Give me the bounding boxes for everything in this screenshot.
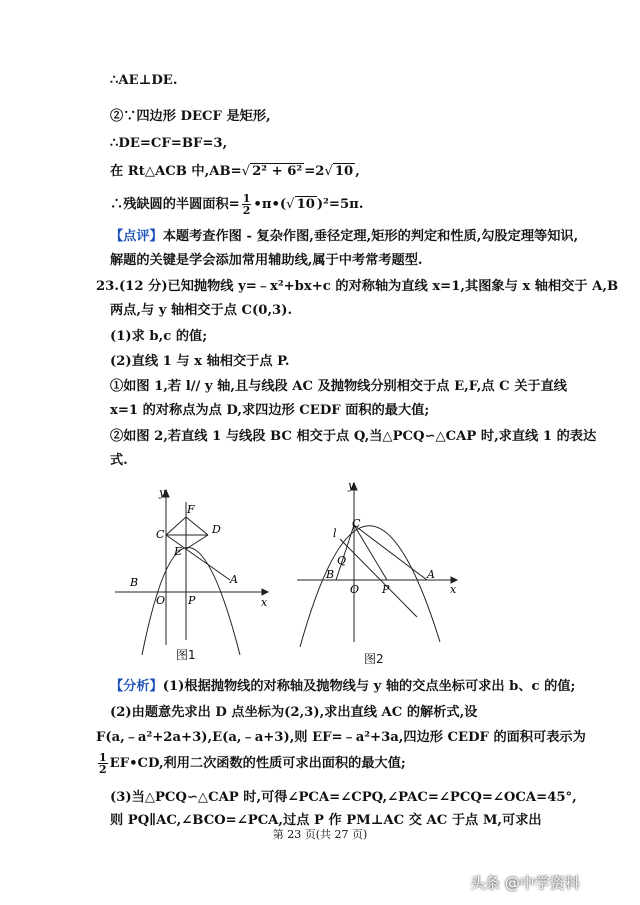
text-line: (1)求 b,c 的值; [110, 329, 208, 344]
text-line: ∴残缺圆的半圆面积= $\frac{1}{2}$ •π•(√ 10 )²=5π. [110, 192, 364, 217]
text-seg: (1)根据抛物线的对称轴及抛物线与 y 轴的交点坐标可求出 b、c 的值; [162, 679, 576, 694]
text-seg: , [355, 164, 360, 179]
text-line [110, 228, 578, 246]
segment-cp [354, 525, 387, 580]
label-A: A [230, 573, 238, 586]
label-y: y [348, 479, 355, 492]
parabola [300, 526, 440, 647]
line-l [340, 539, 417, 617]
fraction-den: 2 [242, 204, 251, 217]
fraction [98, 752, 108, 775]
text-line: 两点,与 y 轴相交于点 C(0,3). [110, 303, 293, 318]
text-line: F(a,﹣a²+2a+3),E(a,﹣a+3),则 EF=﹣a²+3a,四边形 CEDF 的面积可表示为 [96, 730, 586, 745]
text-line: ②∵四边形 DECF 是矩形, [110, 109, 271, 124]
review-tag: 【点评】 [110, 229, 163, 244]
fraction-num: 1 [99, 751, 107, 764]
label-l: l [333, 527, 337, 540]
text-line: (3)当△PCQ∽△CAP 时,可得∠PCA=∠CPQ,∠PAC=∠PCQ=∠OCA=45°, [110, 790, 577, 805]
segment-bc [336, 525, 354, 580]
text-line [96, 752, 406, 775]
label-C: C [156, 528, 165, 541]
label-P: P [382, 583, 390, 596]
segment-ca [354, 525, 427, 580]
segment-ed [186, 535, 208, 549]
label-x: x [261, 596, 268, 609]
segment-cf [166, 517, 186, 535]
sqrt-expr: 10 [296, 197, 315, 212]
text-seg: EF•CD,利用二次函数的性质可求出面积的最大值; [109, 756, 406, 771]
label-D: D [212, 523, 221, 536]
figure-1-caption: 图1 [176, 648, 196, 662]
figure-2 [292, 477, 467, 667]
label-Q: Q [337, 554, 347, 567]
text-line: 式. [110, 453, 128, 468]
fraction [242, 193, 252, 216]
label-E: E [174, 545, 183, 558]
text-line: ∴DE=CF=BF=3, [110, 136, 228, 151]
text-line: (2)由题意先求出 D 点坐标为(2,3),求出直线 AC 的解析式,设 [110, 705, 478, 720]
sqrt-expr: 10 [334, 164, 354, 179]
text-seg: ∴残缺圆的半圆面积= [110, 197, 240, 212]
text-line: ②如图 2,若直线 1 与线段 BC 相交于点 Q,当△PCQ∽△CAP 时,求直线 1 的表达 [110, 429, 597, 444]
analysis-tag: 【分析】 [110, 679, 163, 694]
text-line: 则 PQ∥AC,∠BCO=∠PCA,过点 P 作 PM⊥AC 交 AC 于点 M,可求出 [110, 813, 542, 828]
x-axis-arrow [262, 589, 268, 595]
text-line: x=1 的对称点为点 D,求四边形 CEDF 面积的最大值; [110, 403, 430, 418]
sqrt-expr: 2² + 6² [252, 164, 303, 179]
text-line: 解题的关键是学会添加常用辅助线,属于中考常考题型. [110, 253, 423, 268]
label-O: O [156, 594, 166, 607]
text-seg: 本题考查作图 - 复杂作图,垂径定理,矩形的判定和性质,勾股定理等知识, [162, 229, 579, 244]
text-seg: )²=5π. [316, 197, 364, 212]
label-O: O [350, 583, 360, 596]
text-line [110, 678, 575, 696]
label-y: y [159, 486, 166, 499]
fraction-den: 2 [99, 763, 107, 776]
fraction-num: 1 [242, 192, 251, 205]
figure-2-caption: 图2 [364, 652, 384, 666]
text-seg: =2 [304, 164, 325, 179]
label-x: x [450, 583, 457, 596]
label-B: B [130, 576, 139, 589]
label-B: B [326, 568, 335, 581]
question-stem: 23.(12 分)已知抛物线 y=﹣x²+bx+c 的对称轴为直线 x=1,其图象与 x 轴相交于 A,B [96, 279, 619, 294]
text-line: (2)直线 1 与 x 轴相交于点 P. [110, 354, 290, 369]
text-seg: 在 Rt△ACB 中,AB= [110, 164, 242, 179]
segment-fd [186, 517, 208, 535]
text-line: 在 Rt△ACB 中,AB=√ 2² + 6² =2√ 10 , [110, 164, 360, 179]
text-seg: •π•( [253, 197, 287, 212]
text-line: ①如图 1,若 l// y 轴,且与线段 AC 及抛物线分别相交于点 E,F,点 C 关于直线 [110, 379, 567, 394]
label-A: A [427, 568, 435, 581]
label-C: C [352, 517, 361, 530]
label-F: F [187, 503, 195, 516]
watermark: 头条 @中学资料 [470, 874, 580, 892]
page-footer: 第 23 页(共 27 页) [272, 828, 368, 841]
text-line: ∴AE⊥DE. [110, 73, 178, 88]
label-P: P [188, 594, 196, 607]
